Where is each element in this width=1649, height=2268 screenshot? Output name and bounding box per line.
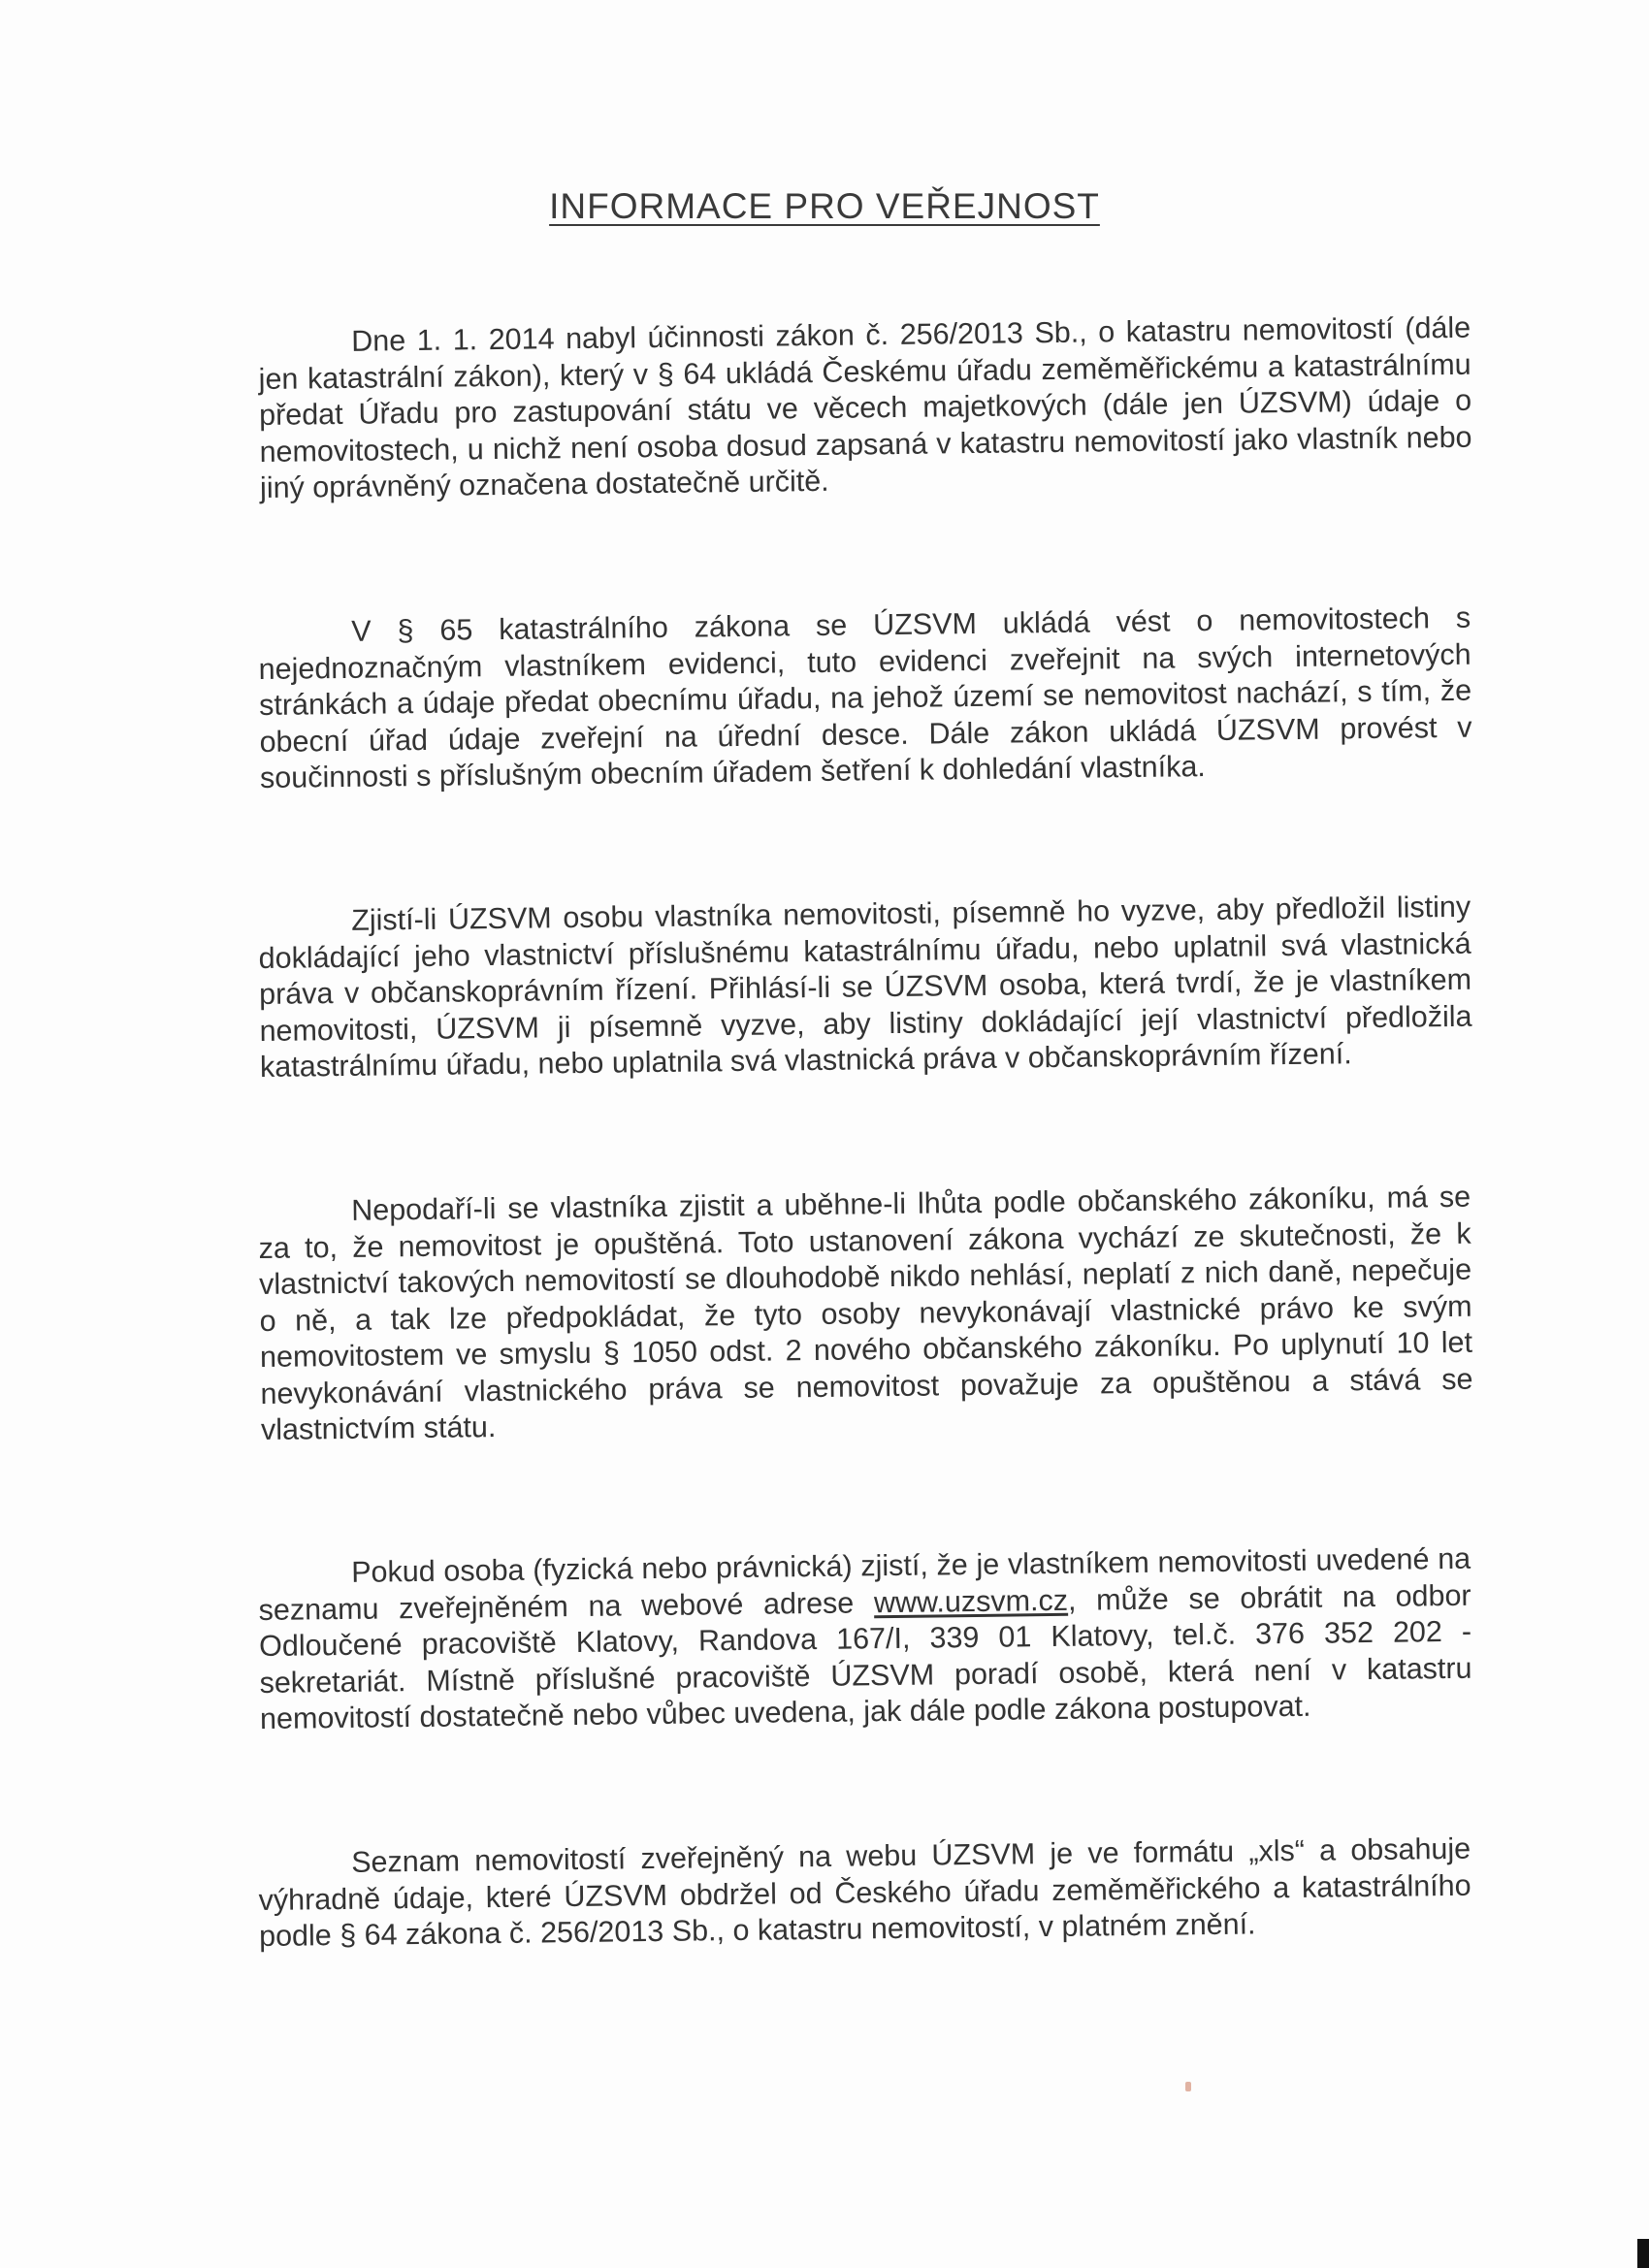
document-title: INFORMACE PRO VEŘEJNOST [549,186,1100,226]
website-link[interactable]: www.uzsvm.cz [873,1583,1069,1619]
paragraph-legal-basis: Dne 1. 1. 2014 nabyl účinnosti zákon č. 256/2013 Sb., o katastru nemovitostí (dále jen katastrální zákon), který v § 64 ukládá Českému úřadu zeměměřickému a katastrálnímu předat Úřadu pro zastupování státu ve věcech majetkových (dále jen ÚZSVM) údaje o nemovitostech, u nichž není osoba dosud zapsaná v katastru nemovitostí jako vlastník nebo jiný oprávněný označena dostatečně určitě. [258,310,1472,504]
contact-text-before-link: Pokud osoba (fyzická nebo právnická) zjistí, že je vlastníkem nemovitosti uvedené na seznamu zveřejněném na webové adrese [258,1541,1471,1627]
paragraph-evidence-duty: V § 65 katastrálního zákona se ÚZSVM ukládá vést o nemovitostech s nejednoznačným vlastníkem evidenci, tuto evidenci zveřejnit na svých internetových stránkách a údaje předat obecnímu úřadu, na jehož území se nemovitost nachází, s tím, že obecní úřad údaje zveřejní na úřední desce. Dále zákon ukládá ÚZSVM provést v součinnosti s příslušným obecním úřadem šetření k dohledání vlastníka. [258,600,1472,794]
document-body [258,310,1473,1955]
paragraph-owner-found: Zjistí-li ÚZSVM osobu vlastníka nemovitosti, písemně ho vyzve, aby předložil listiny dokládající jeho vlastnictví příslušnému katastrálnímu úřadu, nebo uplatnil svá vlastnická práva v občanskoprávním řízení. Přihlásí-li se ÚZSVM osoba, která tvrdí, že je vlastníkem nemovitosti, ÚZSVM ji písemně vyzve, aby listiny dokládající její vlastnictví předložila katastrálnímu úřadu, nebo uplatnila svá vlastnická práva v občanskoprávním řízení. [258,890,1472,1084]
paragraph-contact [258,1541,1472,1738]
scan-speck [1185,2082,1191,2091]
paragraph-abandoned-property: Nepodaří-li se vlastníka zjistit a uběhne-li lhůta podle občanského zákoníku, má se za to, že nemovitost je opuštěná. Toto ustanovení zákona vychází ze skutečnosti, že k vlastnictví takových nemovitostí se dlouhodobě nikdo nehlásí, neplatí z nich daně, nepečuje o ně, a tak lze předpokládat, že tyto osoby nevykonávají vlastnické právo ke svým nemovitostem ve smyslu § 1050 odst. 2 nového občanského zákoníku. Po uplynutí 10 let nevykonávání vlastnického práva se nemovitost považuje za opuštěnou a stává se vlastnictvím státu. [258,1180,1473,1446]
contact-text-after-link: , může se obrátit na odbor Odloučené pracoviště Klatovy, Randova 167/I, 339 01 Klatovy, tel.č. 376 352 202 - sekretariát. Místně příslušné pracoviště ÚZSVM poradí osobě, která není v katastru nemovitostí dostatečně nebo vůbec uvedena, jak dále podle zákona postupovat. [258,1578,1472,1735]
paragraph-list-format: Seznam nemovitostí zveřejněný na webu ÚZSVM je ve formátu „xls“ a obsahuje výhradně údaje, které ÚZSVM obdržel od Českého úřadu zeměměřického a katastrálního podle § 64 zákona č. 256/2013 Sb., o katastru nemovitostí, v platném znění. [258,1831,1471,1953]
scan-edge-mark [1637,2239,1649,2268]
